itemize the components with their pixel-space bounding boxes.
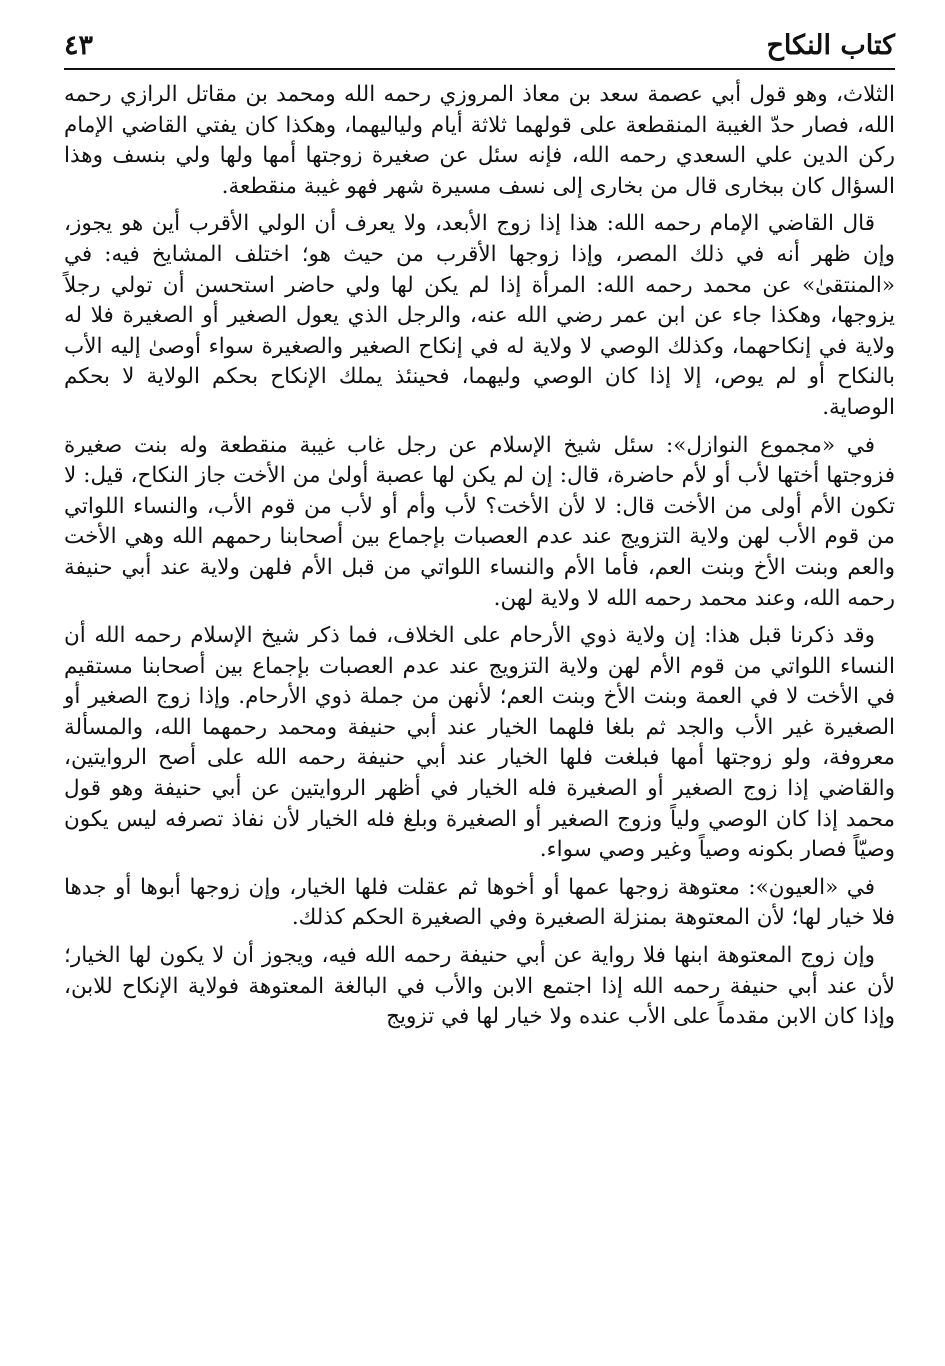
page-body bbox=[64, 80, 895, 1033]
paragraph: وقد ذكرنا قبل هذا: إن ولاية ذوي الأرحام على الخلاف، فما ذكر شيخ الإسلام رحمه الله أن النساء اللواتي من قوم الأم لهن ولاية التزويج عند عدم العصبات بإجماع بين أصحابنا مستقيم في الأخت لا في العمة وبنت الأخ وبنت العم؛ لأنهن من جملة ذوي الأرحام. وإذا زوج الصغير أو الصغيرة غير الأب والجد ثم بلغا فلهما الخيار عند أبي حنيفة ومحمد رحمهما الله، والمسألة معروفة، ولو زوجتها أمها فبلغت فلها الخيار عند أبي حنيفة رحمه الله على أصح الروايتين، والقاضي إذا زوج الصغير أو الصغيرة فله الخيار في أظهر الروايتين عن أبي حنيفة وهو قول محمد إذا كان الوصي ولياً وزوج الصغير أو الصغيرة وبلغ فله الخيار لأن نفاذ تصرفه ليس يكون وصيّاً فصار بكونه وصياً وغير وصي سواء. bbox=[64, 623, 895, 863]
paragraph: الثلاث، وهو قول أبي عصمة سعد بن معاذ المروزي رحمه الله ومحمد بن مقاتل الرازي رحمه الله، فصار حدّ الغيبة المنقطعة على قولهما ثلاثة أيام ولياليهما، وهكذا كان يفتي القاضي الإمام ركن الدين علي السعدي رحمه الله، فإنه سئل عن صغيرة زوجتها أمها ولها ولي بنسف وهذا السؤال كان ببخارى قال من بخارى إلى نسف مسيرة شهر فهو غيبة منقطعة. bbox=[64, 82, 895, 199]
page-number: ٤٣ bbox=[64, 30, 94, 61]
paragraph: في «العيون»: معتوهة زوجها عمها أو أخوها ثم عقلت فلها الخيار، وإن زوجها أبوها أو جدها فلا خيار لها؛ لأن المعتوهة بمنزلة الصغيرة وفي الصغيرة الحكم كذلك. bbox=[64, 874, 895, 931]
paragraph: في «مجموع النوازل»: سئل شيخ الإسلام عن رجل غاب غيبة منقطعة وله بنت صغيرة فزوجتها أختها لأب أو لأم حاضرة، قال: إن لم يكن لها عصبة أولىٰ من الأخت جاز النكاح، قيل: لا تكون الأم أولى من الأخت قال: لا لأن الأخت؟ لأب وأم أو لأب من قوم الأب، والنساء اللواتي من قوم الأب لهن ولاية التزويج عند عدم العصبات بإجماع بين أصحابنا رحمهم الله وهي الأخت والعم وبنت الأخ وبنت العم، فأما الأم والنساء اللواتي من قبل الأم فلهن ولاية عند أبي حنيفة رحمه الله، وعند محمد رحمه الله لا ولاية لهن. bbox=[64, 432, 895, 611]
paragraph: قال القاضي الإمام رحمه الله: هذا إذا زوج الأبعد، ولا يعرف أن الولي الأقرب أين هو يجوز، وإن ظهر أنه في ذلك المصر، وإذا زوجها الأقرب من حيث هو؛ اختلف المشايخ فيه: في «المنتقىٰ» عن محمد رحمه الله: المرأة إذا لم يكن لها ولي حاضر استحسن أن تولي رجلاً يزوجها، وهكذا جاء عن ابن عمر رضي الله عنه، والرجل الذي يعول الصغير أو الصغيرة فلا له ولاية في إنكاحهما، وكذلك الوصي لا ولاية له في إنكاح الصغير والصغيرة سواء أوصىٰ إليه الأب بالنكاح أو لم يوص، إلا إذا كان الوصي وليهما، فحينئذ يملك الإنكاح بحكم الولاية لا بحكم الوصاية. bbox=[64, 211, 895, 420]
paragraph: وإن زوج المعتوهة ابنها فلا رواية عن أبي حنيفة رحمه الله فيه، ويجوز أن لا يكون لها الخيار؛ لأن عند أبي حنيفة رحمه الله إذا اجتمع الابن والأب في البالغة المعتوهة فولاية الإنكاح للابن، وإذا كان الابن مقدماً على الأب عنده ولا خيار لها في تزويج bbox=[64, 943, 895, 1030]
running-title: كتاب النكاح bbox=[766, 30, 895, 61]
page-header bbox=[64, 24, 895, 70]
